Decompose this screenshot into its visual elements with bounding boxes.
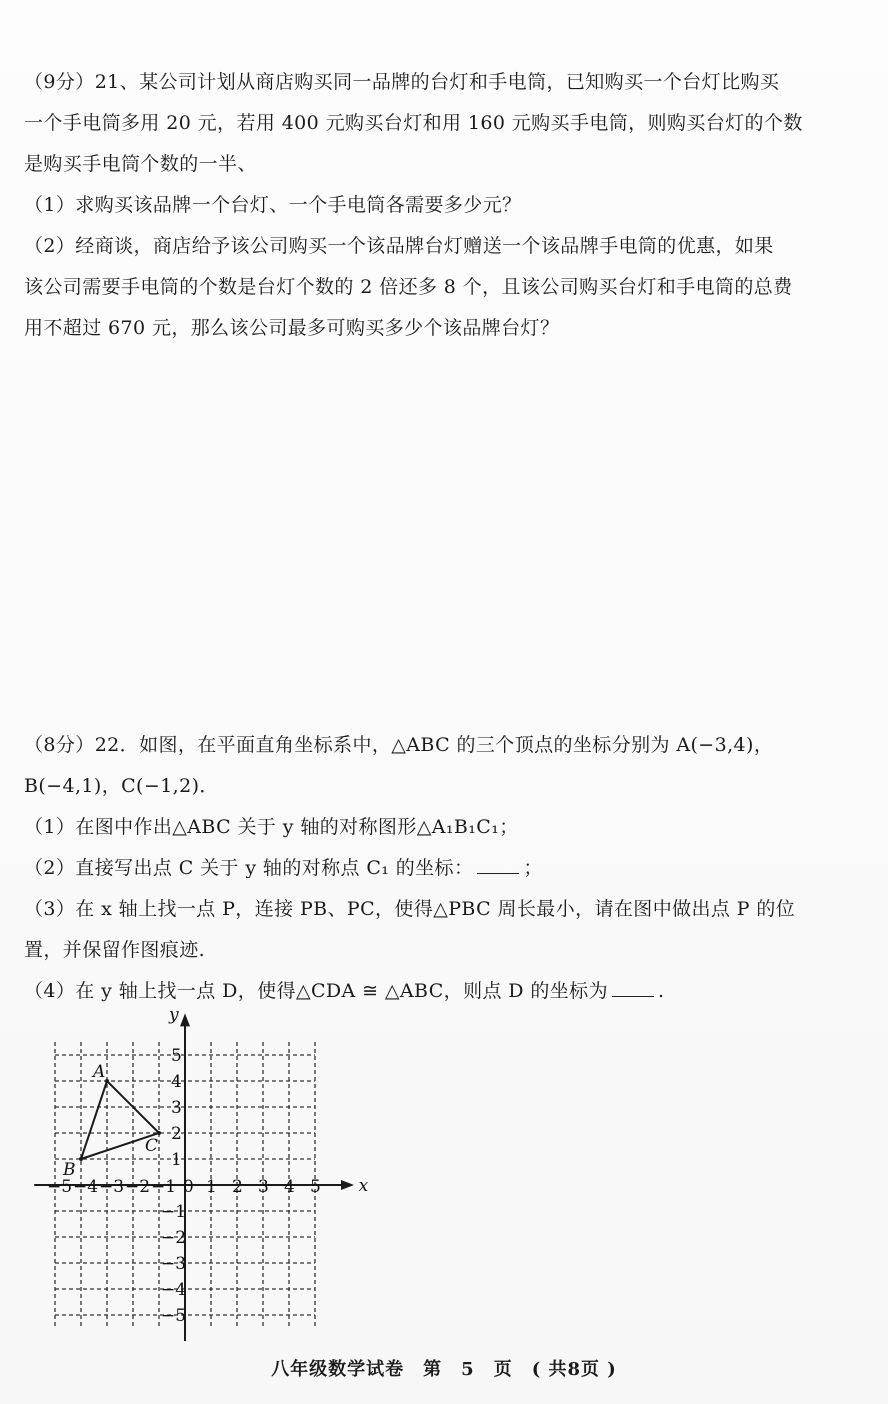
- triangle-abc: [62, 1062, 161, 1180]
- y-tick-label: 1: [171, 1150, 182, 1170]
- y-axis-label: y: [169, 1005, 179, 1025]
- q21-part-1: （1）求购买该品牌一个台灯、一个手电筒各需要多少元？: [24, 194, 522, 216]
- y-tick-label: 2: [171, 1124, 182, 1144]
- q22-part-3-line-2: 置，并保留作图痕迹.: [24, 939, 206, 961]
- q21-line-2: 一个手电筒多用 20 元，若用 400 元购买台灯和用 160 元购买手电筒，则购买台灯的个数: [24, 112, 803, 134]
- q22-part-2-end: ；: [523, 857, 543, 879]
- x-tick-label: 4: [284, 1177, 295, 1197]
- q21-line-1: （9分）21、某公司计划从商店购买同一品牌的台灯和手电筒，已知购买一个台灯比购买: [24, 71, 780, 93]
- q21-part-2-line-3: 用不超过 670 元，那么该公司最多可购买多少个该品牌台灯？: [24, 317, 560, 339]
- x-axis-arrow-icon: [341, 1180, 354, 1190]
- vertex-label-a: A: [93, 1062, 106, 1082]
- y-tick-label: −2: [161, 1228, 187, 1248]
- y-tick-label: −4: [161, 1280, 187, 1300]
- x-tick-label: −2: [125, 1177, 151, 1197]
- tick-labels: [47, 1005, 369, 1326]
- x-tick-label: −5: [47, 1177, 73, 1197]
- vertex-a: [105, 1079, 109, 1083]
- q22-part-4-end: .: [657, 980, 665, 1002]
- x-tick-label: 0: [183, 1177, 194, 1197]
- q21-part-2-line-2: 该公司需要手电筒的个数是台灯个数的 2 倍还多 8 个，且该公司购买台灯和手电筒的总费: [24, 276, 793, 298]
- q22-part-1: （1）在图中作出△ABC 关于 y 轴的对称图形△A₁B₁C₁；: [24, 816, 519, 838]
- x-tick-label: 3: [258, 1177, 269, 1197]
- vertex-label-b: B: [63, 1160, 76, 1180]
- q22-part-2-text: （2）直接写出点 C 关于 y 轴的对称点 C₁ 的坐标：: [24, 857, 474, 879]
- x-tick-label: −3: [99, 1177, 125, 1197]
- vertex-c: [157, 1131, 161, 1135]
- x-tick-label: 5: [310, 1177, 321, 1197]
- q22-part-3-line-1: （3）在 x 轴上找一点 P，连接 PB、PC，使得△PBC 周长最小，请在图中做出点 P 的位: [24, 898, 796, 920]
- x-tick-label: 2: [232, 1177, 243, 1197]
- x-axis-label: x: [358, 1176, 369, 1196]
- x-tick-label: −1: [151, 1177, 177, 1197]
- y-tick-label: 3: [171, 1098, 182, 1118]
- y-axis-arrow-icon: [180, 1013, 190, 1026]
- vertex-b: [79, 1157, 83, 1161]
- y-tick-label: −3: [161, 1254, 187, 1274]
- q21-part-2-line-1: （2）经商谈，商店给予该公司购买一个该品牌台灯赠送一个该品牌手电筒的优惠，如果: [24, 235, 774, 257]
- y-tick-label: 5: [171, 1046, 182, 1066]
- q22-part-4-text: （4）在 y 轴上找一点 D，使得△CDA ≅ △ABC，则点 D 的坐标为: [24, 980, 608, 1002]
- q22-line-1: （8分）22．如图，在平面直角坐标系中，△ABC 的三个顶点的坐标分别为 A(−3,4)，: [24, 734, 774, 756]
- page-footer: 八年级数学试卷 第 5 页 ( 共8页 ): [271, 1359, 617, 1380]
- vertex-label-c: C: [145, 1136, 159, 1156]
- y-tick-label: 4: [171, 1072, 182, 1092]
- y-tick-label: −1: [161, 1202, 187, 1222]
- q22-line-2: B(−4,1)，C(−1,2)．: [24, 775, 219, 797]
- y-tick-label: −5: [161, 1306, 187, 1326]
- q21-line-3: 是购买手电筒个数的一半、: [24, 153, 257, 175]
- x-tick-label: 1: [206, 1177, 217, 1197]
- x-tick-label: −4: [73, 1177, 99, 1197]
